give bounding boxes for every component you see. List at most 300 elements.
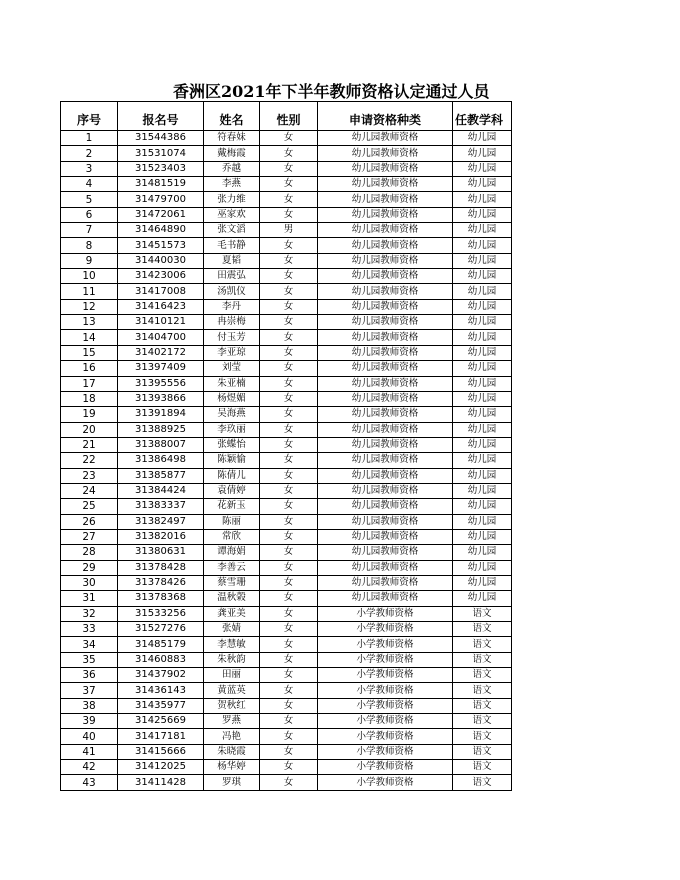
cell-seq: 34 xyxy=(61,637,118,652)
cell-subject: 幼儿园 xyxy=(453,315,512,330)
cell-seq: 6 xyxy=(61,207,118,222)
cell-seq: 17 xyxy=(61,376,118,391)
cell-gender: 女 xyxy=(260,330,318,345)
cell-qualification: 幼儿园教师资格 xyxy=(318,514,453,529)
table-row xyxy=(61,575,512,590)
cell-name: 花新玉 xyxy=(204,499,260,514)
table-row xyxy=(61,775,512,790)
cell-qualification: 小学教师资格 xyxy=(318,606,453,621)
cell-gender: 女 xyxy=(260,591,318,606)
cell-gender: 女 xyxy=(260,760,318,775)
cell-qualification: 幼儿园教师资格 xyxy=(318,453,453,468)
cell-qualification: 幼儿园教师资格 xyxy=(318,223,453,238)
cell-gender: 女 xyxy=(260,775,318,790)
cell-seq: 9 xyxy=(61,253,118,268)
table-row xyxy=(61,514,512,529)
cell-seq: 12 xyxy=(61,299,118,314)
cell-reg-no: 31527276 xyxy=(118,622,204,637)
cell-reg-no: 31391894 xyxy=(118,407,204,422)
cell-qualification: 小学教师资格 xyxy=(318,714,453,729)
cell-name: 朱晓霞 xyxy=(204,744,260,759)
cell-seq: 16 xyxy=(61,361,118,376)
table-row xyxy=(61,223,512,238)
table-row xyxy=(61,192,512,207)
cell-seq: 1 xyxy=(61,131,118,146)
cell-name: 冉崇梅 xyxy=(204,315,260,330)
cell-subject: 幼儿园 xyxy=(453,499,512,514)
cell-subject: 语文 xyxy=(453,714,512,729)
cell-seq: 8 xyxy=(61,238,118,253)
cell-gender: 女 xyxy=(260,299,318,314)
cell-gender: 女 xyxy=(260,238,318,253)
cell-name: 冯艳 xyxy=(204,729,260,744)
cell-subject: 幼儿园 xyxy=(453,407,512,422)
cell-reg-no: 31380631 xyxy=(118,545,204,560)
cell-gender: 女 xyxy=(260,622,318,637)
table-row xyxy=(61,177,512,192)
table-row xyxy=(61,376,512,391)
cell-qualification: 幼儿园教师资格 xyxy=(318,376,453,391)
cell-gender: 女 xyxy=(260,560,318,575)
cell-seq: 15 xyxy=(61,345,118,360)
cell-subject: 幼儿园 xyxy=(453,253,512,268)
cell-subject: 幼儿园 xyxy=(453,177,512,192)
table-row xyxy=(61,161,512,176)
table-row xyxy=(61,606,512,621)
cell-qualification: 小学教师资格 xyxy=(318,683,453,698)
cell-qualification: 幼儿园教师资格 xyxy=(318,177,453,192)
cell-gender: 女 xyxy=(260,177,318,192)
table-row xyxy=(61,499,512,514)
cell-qualification: 幼儿园教师资格 xyxy=(318,545,453,560)
table-row xyxy=(61,207,512,222)
cell-gender: 女 xyxy=(260,514,318,529)
cell-qualification: 幼儿园教师资格 xyxy=(318,192,453,207)
table-row xyxy=(61,345,512,360)
cell-subject: 幼儿园 xyxy=(453,299,512,314)
cell-reg-no: 31386498 xyxy=(118,453,204,468)
cell-qualification: 幼儿园教师资格 xyxy=(318,499,453,514)
cell-qualification: 幼儿园教师资格 xyxy=(318,131,453,146)
cell-qualification: 小学教师资格 xyxy=(318,698,453,713)
cell-reg-no: 31378368 xyxy=(118,591,204,606)
cell-reg-no: 31395556 xyxy=(118,376,204,391)
cell-gender: 女 xyxy=(260,284,318,299)
cell-gender: 女 xyxy=(260,468,318,483)
cell-qualification: 幼儿园教师资格 xyxy=(318,269,453,284)
cell-qualification: 幼儿园教师资格 xyxy=(318,391,453,406)
cell-seq: 23 xyxy=(61,468,118,483)
cell-subject: 语文 xyxy=(453,606,512,621)
cell-reg-no: 31451573 xyxy=(118,238,204,253)
cell-subject: 幼儿园 xyxy=(453,376,512,391)
cell-subject: 语文 xyxy=(453,652,512,667)
cell-name: 田丽 xyxy=(204,668,260,683)
cell-reg-no: 31436143 xyxy=(118,683,204,698)
cell-subject: 幼儿园 xyxy=(453,161,512,176)
cell-qualification: 幼儿园教师资格 xyxy=(318,591,453,606)
cell-reg-no: 31397409 xyxy=(118,361,204,376)
cell-subject: 幼儿园 xyxy=(453,391,512,406)
table-row xyxy=(61,529,512,544)
table-row xyxy=(61,299,512,314)
cell-qualification: 幼儿园教师资格 xyxy=(318,483,453,498)
cell-subject: 语文 xyxy=(453,698,512,713)
cell-subject: 幼儿园 xyxy=(453,284,512,299)
table-body xyxy=(61,131,512,791)
cell-subject: 幼儿园 xyxy=(453,575,512,590)
cell-gender: 女 xyxy=(260,422,318,437)
table-row xyxy=(61,744,512,759)
cell-name: 袁倩婷 xyxy=(204,483,260,498)
cell-gender: 女 xyxy=(260,131,318,146)
cell-gender: 女 xyxy=(260,545,318,560)
cell-seq: 21 xyxy=(61,437,118,452)
cell-subject: 语文 xyxy=(453,668,512,683)
cell-name: 田震弘 xyxy=(204,269,260,284)
table-row xyxy=(61,668,512,683)
cell-qualification: 幼儿园教师资格 xyxy=(318,422,453,437)
cell-seq: 40 xyxy=(61,729,118,744)
col-header-reg-no: 报名号 xyxy=(118,102,204,131)
cell-qualification: 小学教师资格 xyxy=(318,652,453,667)
cell-subject: 幼儿园 xyxy=(453,483,512,498)
cell-qualification: 小学教师资格 xyxy=(318,637,453,652)
header-row xyxy=(61,102,512,131)
cell-reg-no: 31423006 xyxy=(118,269,204,284)
col-header-seq: 序号 xyxy=(61,102,118,131)
col-header-gender: 性别 xyxy=(260,102,318,131)
cell-name: 夏韬 xyxy=(204,253,260,268)
cell-subject: 幼儿园 xyxy=(453,591,512,606)
cell-seq: 19 xyxy=(61,407,118,422)
cell-name: 陈倩儿 xyxy=(204,468,260,483)
cell-reg-no: 31533256 xyxy=(118,606,204,621)
cell-qualification: 幼儿园教师资格 xyxy=(318,407,453,422)
cell-gender: 女 xyxy=(260,744,318,759)
cell-reg-no: 31417008 xyxy=(118,284,204,299)
cell-seq: 5 xyxy=(61,192,118,207)
table-row xyxy=(61,131,512,146)
cell-gender: 女 xyxy=(260,207,318,222)
cell-subject: 幼儿园 xyxy=(453,330,512,345)
table-row xyxy=(61,315,512,330)
cell-reg-no: 31416423 xyxy=(118,299,204,314)
cell-name: 陈颖愉 xyxy=(204,453,260,468)
cell-name: 贺秋红 xyxy=(204,698,260,713)
cell-subject: 幼儿园 xyxy=(453,345,512,360)
cell-qualification: 幼儿园教师资格 xyxy=(318,361,453,376)
cell-name: 陈丽 xyxy=(204,514,260,529)
cell-seq: 7 xyxy=(61,223,118,238)
cell-qualification: 幼儿园教师资格 xyxy=(318,437,453,452)
cell-reg-no: 31435977 xyxy=(118,698,204,713)
cell-gender: 女 xyxy=(260,192,318,207)
cell-subject: 语文 xyxy=(453,744,512,759)
cell-seq: 27 xyxy=(61,529,118,544)
cell-reg-no: 31472061 xyxy=(118,207,204,222)
cell-subject: 语文 xyxy=(453,729,512,744)
cell-seq: 14 xyxy=(61,330,118,345)
cell-reg-no: 31410121 xyxy=(118,315,204,330)
cell-seq: 43 xyxy=(61,775,118,790)
cell-name: 巫家欢 xyxy=(204,207,260,222)
table-row xyxy=(61,637,512,652)
cell-gender: 女 xyxy=(260,391,318,406)
table-row xyxy=(61,760,512,775)
cell-gender: 女 xyxy=(260,729,318,744)
table-row xyxy=(61,453,512,468)
cell-name: 朱秋韵 xyxy=(204,652,260,667)
cell-qualification: 幼儿园教师资格 xyxy=(318,315,453,330)
cell-qualification: 幼儿园教师资格 xyxy=(318,207,453,222)
cell-seq: 24 xyxy=(61,483,118,498)
cell-reg-no: 31481519 xyxy=(118,177,204,192)
cell-reg-no: 31531074 xyxy=(118,146,204,161)
cell-reg-no: 31485179 xyxy=(118,637,204,652)
table-row xyxy=(61,407,512,422)
title-clip xyxy=(60,82,494,102)
cell-reg-no: 31425669 xyxy=(118,714,204,729)
table-row xyxy=(61,591,512,606)
cell-name: 蔡雪珊 xyxy=(204,575,260,590)
cell-seq: 35 xyxy=(61,652,118,667)
cell-qualification: 幼儿园教师资格 xyxy=(318,284,453,299)
cell-qualification: 幼儿园教师资格 xyxy=(318,330,453,345)
cell-subject: 幼儿园 xyxy=(453,560,512,575)
cell-name: 杨华婷 xyxy=(204,760,260,775)
cell-gender: 女 xyxy=(260,345,318,360)
cell-seq: 22 xyxy=(61,453,118,468)
cell-name: 张力维 xyxy=(204,192,260,207)
cell-gender: 女 xyxy=(260,483,318,498)
cell-gender: 女 xyxy=(260,668,318,683)
table-row xyxy=(61,714,512,729)
cell-name: 戴梅霞 xyxy=(204,146,260,161)
cell-qualification: 幼儿园教师资格 xyxy=(318,299,453,314)
cell-qualification: 幼儿园教师资格 xyxy=(318,529,453,544)
cell-reg-no: 31393866 xyxy=(118,391,204,406)
cell-name: 张文滔 xyxy=(204,223,260,238)
cell-reg-no: 31378426 xyxy=(118,575,204,590)
cell-reg-no: 31544386 xyxy=(118,131,204,146)
cell-reg-no: 31523403 xyxy=(118,161,204,176)
cell-gender: 女 xyxy=(260,146,318,161)
cell-gender: 女 xyxy=(260,683,318,698)
cell-subject: 幼儿园 xyxy=(453,146,512,161)
cell-subject: 幼儿园 xyxy=(453,238,512,253)
cell-subject: 幼儿园 xyxy=(453,437,512,452)
cell-name: 李善云 xyxy=(204,560,260,575)
cell-subject: 幼儿园 xyxy=(453,514,512,529)
teacher-table xyxy=(60,101,512,791)
page-title: 香洲区2021年下半年教师资格认定通过人员 xyxy=(173,82,490,101)
cell-gender: 女 xyxy=(260,698,318,713)
cell-reg-no: 31382497 xyxy=(118,514,204,529)
cell-reg-no: 31382016 xyxy=(118,529,204,544)
cell-reg-no: 31378428 xyxy=(118,560,204,575)
cell-name: 乔越 xyxy=(204,161,260,176)
cell-reg-no: 31440030 xyxy=(118,253,204,268)
table-row xyxy=(61,253,512,268)
cell-reg-no: 31464890 xyxy=(118,223,204,238)
cell-subject: 幼儿园 xyxy=(453,545,512,560)
table-row xyxy=(61,545,512,560)
cell-subject: 语文 xyxy=(453,622,512,637)
cell-qualification: 小学教师资格 xyxy=(318,622,453,637)
table-row xyxy=(61,146,512,161)
cell-qualification: 幼儿园教师资格 xyxy=(318,468,453,483)
cell-seq: 2 xyxy=(61,146,118,161)
cell-subject: 幼儿园 xyxy=(453,361,512,376)
cell-name: 杨煜媚 xyxy=(204,391,260,406)
table-row xyxy=(61,483,512,498)
cell-seq: 10 xyxy=(61,269,118,284)
cell-gender: 女 xyxy=(260,453,318,468)
cell-gender: 女 xyxy=(260,315,318,330)
cell-qualification: 幼儿园教师资格 xyxy=(318,345,453,360)
cell-gender: 女 xyxy=(260,253,318,268)
cell-name: 黄蓝英 xyxy=(204,683,260,698)
cell-reg-no: 31385877 xyxy=(118,468,204,483)
cell-seq: 4 xyxy=(61,177,118,192)
cell-gender: 男 xyxy=(260,223,318,238)
cell-gender: 女 xyxy=(260,407,318,422)
table-row xyxy=(61,238,512,253)
cell-subject: 幼儿园 xyxy=(453,207,512,222)
cell-qualification: 幼儿园教师资格 xyxy=(318,146,453,161)
cell-name: 罗琪 xyxy=(204,775,260,790)
cell-qualification: 幼儿园教师资格 xyxy=(318,253,453,268)
cell-subject: 幼儿园 xyxy=(453,529,512,544)
cell-qualification: 小学教师资格 xyxy=(318,760,453,775)
table-row xyxy=(61,683,512,698)
table-row xyxy=(61,622,512,637)
cell-subject: 幼儿园 xyxy=(453,468,512,483)
cell-gender: 女 xyxy=(260,499,318,514)
cell-seq: 39 xyxy=(61,714,118,729)
cell-qualification: 幼儿园教师资格 xyxy=(318,161,453,176)
cell-name: 李慧敏 xyxy=(204,637,260,652)
cell-name: 李丹 xyxy=(204,299,260,314)
cell-reg-no: 31402172 xyxy=(118,345,204,360)
cell-subject: 幼儿园 xyxy=(453,223,512,238)
cell-name: 张蝶怡 xyxy=(204,437,260,452)
cell-gender: 女 xyxy=(260,637,318,652)
cell-subject: 语文 xyxy=(453,775,512,790)
cell-gender: 女 xyxy=(260,575,318,590)
table-row xyxy=(61,729,512,744)
col-header-subject: 任教学科 xyxy=(453,102,512,131)
table-row xyxy=(61,391,512,406)
cell-reg-no: 31384424 xyxy=(118,483,204,498)
cell-reg-no: 31383337 xyxy=(118,499,204,514)
cell-reg-no: 31412025 xyxy=(118,760,204,775)
cell-subject: 幼儿园 xyxy=(453,269,512,284)
cell-gender: 女 xyxy=(260,606,318,621)
cell-name: 毛书静 xyxy=(204,238,260,253)
cell-reg-no: 31479700 xyxy=(118,192,204,207)
cell-name: 付玉芳 xyxy=(204,330,260,345)
cell-gender: 女 xyxy=(260,437,318,452)
cell-subject: 语文 xyxy=(453,637,512,652)
cell-name: 李亚琼 xyxy=(204,345,260,360)
col-header-qualification: 申请资格种类 xyxy=(318,102,453,131)
cell-reg-no: 31411428 xyxy=(118,775,204,790)
cell-seq: 36 xyxy=(61,668,118,683)
cell-seq: 31 xyxy=(61,591,118,606)
cell-reg-no: 31404700 xyxy=(118,330,204,345)
table-row xyxy=(61,698,512,713)
table-header xyxy=(61,102,512,131)
cell-seq: 28 xyxy=(61,545,118,560)
cell-subject: 幼儿园 xyxy=(453,422,512,437)
cell-seq: 25 xyxy=(61,499,118,514)
cell-subject: 语文 xyxy=(453,760,512,775)
cell-reg-no: 31460883 xyxy=(118,652,204,667)
cell-name: 龚亚美 xyxy=(204,606,260,621)
cell-qualification: 幼儿园教师资格 xyxy=(318,575,453,590)
cell-name: 谭海娟 xyxy=(204,545,260,560)
cell-name: 张婧 xyxy=(204,622,260,637)
cell-qualification: 小学教师资格 xyxy=(318,775,453,790)
cell-gender: 女 xyxy=(260,161,318,176)
cell-name: 符春妹 xyxy=(204,131,260,146)
cell-subject: 幼儿园 xyxy=(453,453,512,468)
cell-reg-no: 31388007 xyxy=(118,437,204,452)
cell-seq: 32 xyxy=(61,606,118,621)
cell-name: 李玖丽 xyxy=(204,422,260,437)
cell-gender: 女 xyxy=(260,269,318,284)
cell-name: 常欣 xyxy=(204,529,260,544)
table-row xyxy=(61,652,512,667)
table-row xyxy=(61,560,512,575)
col-header-name: 姓名 xyxy=(204,102,260,131)
table-row xyxy=(61,330,512,345)
table-row xyxy=(61,361,512,376)
table-row xyxy=(61,437,512,452)
cell-seq: 26 xyxy=(61,514,118,529)
table-row xyxy=(61,468,512,483)
cell-seq: 20 xyxy=(61,422,118,437)
cell-seq: 37 xyxy=(61,683,118,698)
cell-gender: 女 xyxy=(260,652,318,667)
cell-seq: 41 xyxy=(61,744,118,759)
cell-seq: 29 xyxy=(61,560,118,575)
cell-gender: 女 xyxy=(260,714,318,729)
cell-reg-no: 31417181 xyxy=(118,729,204,744)
cell-qualification: 幼儿园教师资格 xyxy=(318,238,453,253)
cell-seq: 30 xyxy=(61,575,118,590)
cell-name: 李燕 xyxy=(204,177,260,192)
cell-subject: 幼儿园 xyxy=(453,131,512,146)
cell-seq: 13 xyxy=(61,315,118,330)
cell-seq: 42 xyxy=(61,760,118,775)
cell-qualification: 小学教师资格 xyxy=(318,668,453,683)
cell-reg-no: 31388925 xyxy=(118,422,204,437)
cell-qualification: 幼儿园教师资格 xyxy=(318,560,453,575)
table-row xyxy=(61,422,512,437)
cell-subject: 幼儿园 xyxy=(453,192,512,207)
cell-name: 朱亚楠 xyxy=(204,376,260,391)
cell-reg-no: 31415666 xyxy=(118,744,204,759)
cell-name: 温秋榖 xyxy=(204,591,260,606)
cell-seq: 3 xyxy=(61,161,118,176)
cell-gender: 女 xyxy=(260,529,318,544)
cell-seq: 11 xyxy=(61,284,118,299)
cell-name: 罗燕 xyxy=(204,714,260,729)
cell-seq: 38 xyxy=(61,698,118,713)
